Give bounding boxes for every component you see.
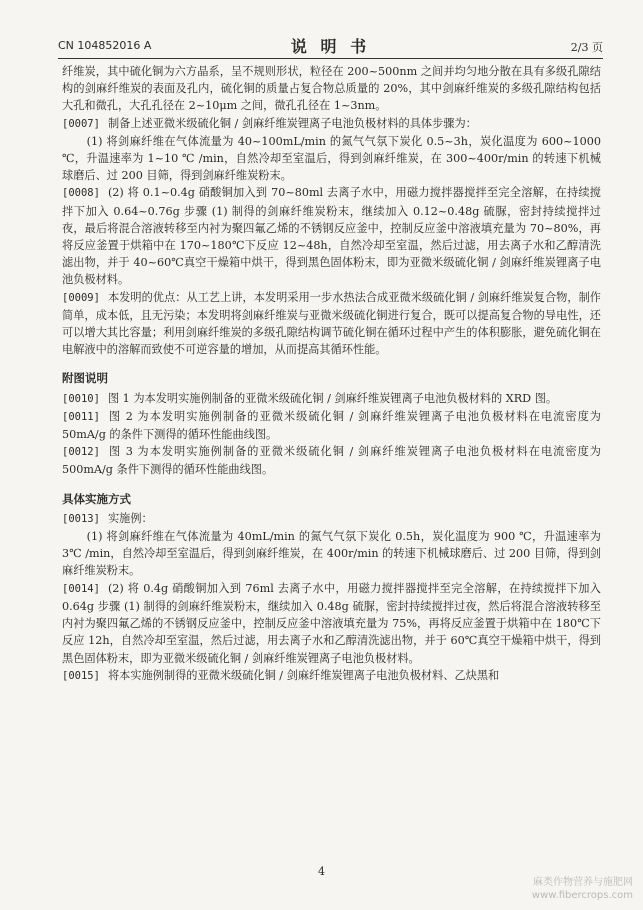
paragraph-text: (2) 将 0.4g 硝酸铜加入到 76ml 去离子水中，用磁力搅拌器搅拌至完全溶解，在持续搅拌下加入 0.64g 步骤 (1) 制得的剑麻纤维炭粉末，继续加入 0.48g 硫脲，密封持续搅拌过夜，然后将混合溶液转移至内衬为聚四氟乙烯的不锈钢反应釜中，控制反应釜中溶液填充量为 75%，再将反应釜置于烘箱中在 180℃下反应 12h，自然冷却至室温，然后过滤，用去离子水和乙醇清洗滤出物，并于 60℃真空干燥箱中烘干，得到黑色固体粉末，即为亚微米级硫化铜 / 剑麻纤维炭锂离子电池负极材料。 bbox=[62, 581, 601, 665]
paragraph-text: 实施例： bbox=[107, 511, 153, 525]
paragraph-number: [0012] bbox=[62, 446, 100, 459]
paragraph-0014 bbox=[62, 580, 601, 667]
paragraph-text: 图 1 为本发明实施例制备的亚微米级硫化铜 / 剑麻纤维炭锂离子电池负极材料的 XRD 图。 bbox=[107, 391, 558, 405]
header-divider bbox=[58, 58, 603, 59]
paragraph-text: (2) 将 0.1~0.4g 硝酸铜加入到 70~80ml 去离子水中，用磁力搅拌器搅拌至完全溶解，在持续搅拌下加入 0.64~0.76g 步骤 (1) 制得的剑麻纤维炭粉末，继续加入 0.12~0.48g 硫脲，密封持续搅拌过夜，最后将混合溶液转移至内衬为聚四氟乙烯的不锈钢反应釜中，控制反应釜中溶液填充量为 70~80%，再将反应釜置于烘箱中在 170~180℃下反应 12~48h，自然冷却至室温，然后过滤，用去离子水和乙醇清洗滤出物，并于 40~60℃真空干燥箱中烘干，得到黑色固体粉末，即为亚微米级硫化铜 / 剑麻纤维炭锂离子电池负极材料。 bbox=[62, 186, 601, 287]
paragraph-0015 bbox=[62, 667, 601, 685]
paragraph-text: 制备上述亚微米级硫化铜 / 剑麻纤维炭锂离子电池负极材料的具体步骤为： bbox=[107, 116, 477, 130]
paragraph-number: [0014] bbox=[62, 582, 100, 595]
paragraph-0007 bbox=[62, 115, 601, 133]
paragraph-number: [0015] bbox=[62, 669, 100, 682]
paragraph-0013-step1: (1) 将剑麻纤维在气体流量为 40mL/min 的氮气气氛下炭化 0.5h，炭化温度为 900 ℃，升温速率为 3℃ /min，自然冷却至室温后，得到剑麻纤维炭，在 400r/min 的转速下机械球磨后、过 200 目筛，得到剑麻纤维炭粉末。 bbox=[62, 530, 601, 578]
document-title: 说 明 书 bbox=[290, 37, 371, 56]
paragraph-0008 bbox=[62, 184, 601, 288]
paragraph-number: [0008] bbox=[62, 187, 100, 200]
paragraph-0011 bbox=[62, 408, 601, 443]
paragraph-0010 bbox=[62, 390, 601, 408]
watermark-line-1: 麻类作物营养与施肥网 bbox=[533, 877, 633, 888]
paragraph-number: [0013] bbox=[62, 512, 100, 525]
paragraph-continued: 纤维炭，其中硫化铜为六方晶系，呈不规则形状，粒径在 200~500nm 之间并均匀地分散在具有多级孔隙结构的剑麻纤维炭的表面及孔内，硫化铜的质量占复合物总质量的 20%，其中剑麻纤维炭的多级孔隙结构包括大孔和微孔，大孔孔径在 2~10μm 之间，微孔孔径在 1~3nm。 bbox=[62, 65, 601, 113]
paragraph-number: [0010] bbox=[62, 392, 100, 405]
paragraph-text: 图 2 为本发明实施例制备的亚微米级硫化铜 / 剑麻纤维炭锂离子电池负极材料在电流密度为 50mA/g 的条件下测得的循环性能曲线图。 bbox=[62, 409, 601, 442]
paragraph-number: [0009] bbox=[62, 291, 100, 304]
section-heading-embodiment: 具体实施方式 bbox=[62, 491, 131, 506]
paragraph-text: 本发明的优点：从工艺上讲，本发明采用一步水热法合成亚微米级硫化铜 / 剑麻纤维炭复合物，制作简单，成本低，且无污染；本发明将剑麻纤维炭与亚微米级硫化铜进行复合，既可以提高复合物的导电性，还可以增大其比容量；利用剑麻纤维炭的多级孔隙结构调节硫化铜在循环过程中产生的体积膨胀，避免硫化铜在电解液中的溶解而致使不可逆容量的增加，从而提高其循环性能。 bbox=[62, 290, 601, 357]
paragraph-0013 bbox=[62, 510, 601, 528]
paragraph-0007-step1: (1) 将剑麻纤维在气体流量为 40~100mL/min 的氮气气氛下炭化 0.5~3h，炭化温度为 600~1000 ℃，升温速率为 1~10 ℃ /min，自然冷却至室温后，得到剑麻纤维炭，在 300~400r/min 的转速下机械球磨后、过 200 目筛，得到剑麻纤维炭粉末。 bbox=[62, 134, 601, 183]
paragraph-text: 图 3 为本发明实施例制备的亚微米级硫化铜 / 剑麻纤维炭锂离子电池负极材料在电流密度为 500mA/g 条件下测得的循环性能曲线图。 bbox=[62, 445, 601, 477]
paragraph-0012 bbox=[62, 443, 601, 478]
paragraph-number: [0011] bbox=[62, 410, 100, 423]
watermark-line-2: www.fibercrops.com bbox=[531, 890, 633, 901]
watermark bbox=[532, 876, 633, 902]
page-indicator: 2/3 页 bbox=[570, 41, 603, 54]
paragraph-text: 将本实施例制得的亚微米级硫化铜 / 剑麻纤维炭锂离子电池负极材料、乙炔黑和 bbox=[107, 668, 500, 682]
paragraph-number: [0007] bbox=[62, 117, 100, 130]
document-body bbox=[62, 63, 601, 685]
paragraph-0009 bbox=[62, 289, 601, 359]
patent-number: CN 104852016 A bbox=[58, 39, 152, 52]
page-header bbox=[58, 34, 603, 56]
page-number: 4 bbox=[318, 865, 325, 878]
section-heading-figures: 附图说明 bbox=[62, 371, 108, 386]
